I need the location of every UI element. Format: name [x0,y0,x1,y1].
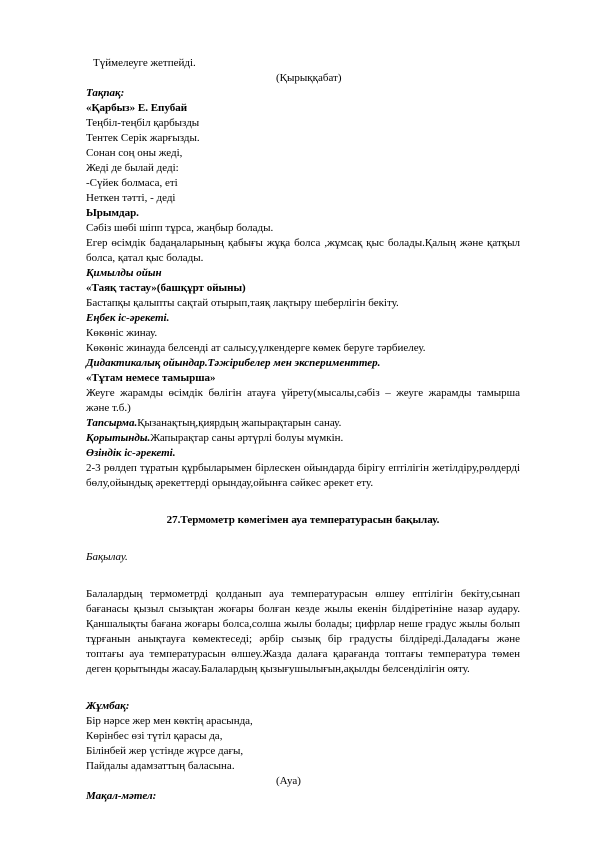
observation-heading: Бақылау. [86,551,128,563]
game-title: «Таяқ тастау»(башқұрт ойыны) [86,282,246,294]
top-line: Түймелеуге жетпейді. [93,57,196,69]
task-label: Тапсырма. [86,417,138,429]
riddle-line: Білінбей жер үстінде жүрсе дағы, [86,745,244,757]
task-text: Қызанақтың,қиярдың жапырақтарын санау. [137,417,342,429]
didactic-title: «Тұтам немесе тамыршa» [86,372,216,384]
independent-text: 2-3 рөлдеп тұратын құрбыларымен бірлескен ойындарда бірігу ептілігін жетілдіру,рөлдерді бөлу,ойындық әрекеттерді орындау,ойынға сәйкес әрекет ету. [86,462,520,489]
omens-text-2: Егер өсімдік бадаңаларының қабығы жұқа болса ,жұмсақ қыс болады.Қалың және қатқыл болса, қатал қыс болады. [86,237,520,264]
section-title: 27.Термометр көмегімен ауа температурасын бақылау. [166,514,440,526]
poem-line: Тентек Серік жарғызды. [86,132,200,144]
conclusion-text: Жапырақтар саны әртүрлі болуы мүмкін. [150,432,344,444]
riddle-line: Көрінбес өзі түтіл қарасы да, [86,730,223,742]
conclusion-label: Қорытынды. [86,432,151,444]
riddle-line: Пайдалы адамзаттың баласына. [86,760,235,772]
work-heading: Еңбек іс-әрекеті. [86,312,170,324]
poem-line: Теңбіл-теңбіл қарбызды [86,117,200,129]
document-page [86,56,520,804]
work-line-1: Көкөніс жинау. [86,327,158,339]
poem-line: Жеді де былай деді: [86,162,179,174]
game-goal: Бастапқы қалыпты сақтай отырып,таяқ лақтыру шеберлігін бекіту. [86,297,399,309]
riddle-heading: Жұмбақ: [86,700,130,712]
riddle-answer-1: (Қырыққабат) [276,72,342,84]
riddle-answer-2: (Ауа) [276,775,301,787]
proverb-heading: Мақал-мәтел: [86,790,157,802]
poem-heading: Тақпақ: [86,87,125,99]
task-line [86,416,520,431]
omens-text-1: Сәбіз шөбі шіпп тұрса, жаңбыр болады. [86,222,274,234]
independent-heading: Өзіндік іс-әрекеті. [86,447,176,459]
poem-line: Неткен тәтті, - деді [86,192,176,204]
observation-text: Балалардың термометрді қолданып ауа температурасын өлшеу ептілігін бекіту,сынап бағанасы қызыл сызықтан жоғары болған кезде жылы екенін білдіретініне назар аудару. Қаншалықты бағана жоғары болса,солша жылы болады; цифрлар неше градус жылы болып тұрғанын анықтауға көмектеседі; әрбір сызық бір градусты білдіреді.Даладағы және топтағы ауа температурасын өлшеу.Жазда далаға қарағанда топтағы температура төмен деген қорытынды жасау.Балалардың қызығушылығын,ақылды белсенділігін ояту. [86,588,520,675]
poem-line: -Сүйек болмаса, еті [86,177,178,189]
didactic-text: Жеуге жарамды өсімдік бөлігін атауға үйрету(мысалы,сәбіз – жеуге жарамды тамырша және т.б.) [86,387,520,414]
poem-line: Сонан соң оны жеді, [86,147,183,159]
conclusion-line [86,431,520,446]
work-line-2: Көкөніс жинауда белсенді ат салысу,үлкендерге көмек беруге тәрбиелеу. [86,342,426,354]
poem-title: «Қарбыз» Е. Епубай [86,102,188,114]
didactic-heading: Дидактикалық ойындар.Тәжірибелер мен эксперименттер. [86,357,381,369]
game-heading: Қимылды ойын [86,267,162,279]
riddle-line: Бір нәрсе жер мен көктің арасында, [86,715,253,727]
omens-heading: Ырымдар. [86,207,139,219]
